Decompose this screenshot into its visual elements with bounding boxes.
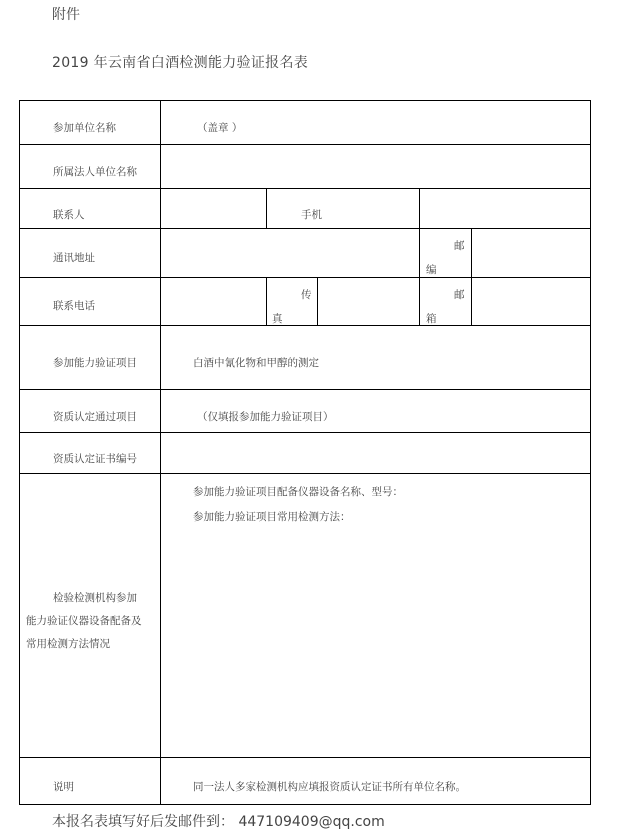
contact-label: 联系人 (53, 209, 85, 221)
column-divider (471, 277, 472, 325)
note-label: 说明 (53, 781, 74, 793)
address-label: 通讯地址 (53, 252, 95, 264)
email-label-bottom: 箱 (426, 313, 437, 325)
equipment-label-line-2: 能力验证仪器设备配备及 (26, 615, 142, 627)
column-divider (266, 277, 267, 325)
form-title: 2019 年云南省白酒检测能力验证报名表 (52, 55, 309, 71)
row-divider (20, 757, 590, 758)
row-divider (20, 473, 590, 474)
equipment-methods-prompt: 参加能力验证项目常用检测方法： (193, 511, 351, 523)
postcode-label-top: 邮 (454, 240, 465, 252)
row-divider (20, 432, 590, 433)
postcode-label-bottom: 编 (426, 264, 437, 276)
equipment-instruments-prompt: 参加能力验证项目配备仪器设备名称、型号： (193, 486, 403, 498)
equipment-label-line-1: 检验检测机构参加 (53, 592, 137, 604)
column-divider (419, 277, 420, 325)
note-value: 同一法人多家检测机构应填报资质认定证书所有单位名称。 (193, 781, 466, 793)
certificate-number-label: 资质认定证书编号 (53, 453, 137, 465)
phone-label: 联系电话 (53, 300, 95, 312)
column-divider (266, 188, 267, 228)
parent-unit-label: 所属法人单位名称 (53, 166, 137, 178)
row-divider (20, 188, 590, 189)
row-divider (20, 277, 590, 278)
equipment-label-line-3: 常用检测方法情况 (26, 638, 110, 650)
fax-label-top: 传 (301, 289, 312, 301)
row-divider (20, 228, 590, 229)
column-divider (419, 228, 420, 277)
row-divider (20, 325, 590, 326)
mobile-label: 手机 (301, 209, 322, 221)
project-value: 白酒中氰化物和甲醇的测定 (193, 357, 319, 369)
qualification-project-label: 资质认定通过项目 (53, 411, 137, 423)
unit-name-label: 参加单位名称 (53, 122, 116, 134)
qualification-project-value: （仅填报参加能力验证项目） (197, 411, 334, 423)
column-divider (471, 228, 472, 277)
submission-instructions: 本报名表填写好后发邮件到： 447109409@qq.com (52, 814, 385, 830)
unit-name-field[interactable]: （盖章 ） (197, 122, 243, 134)
column-divider (317, 277, 318, 325)
row-divider (20, 144, 590, 145)
email-label-top: 邮 (454, 289, 465, 301)
fax-label-bottom: 真 (272, 313, 283, 325)
column-divider (160, 101, 161, 804)
project-label: 参加能力验证项目 (53, 357, 137, 369)
column-divider (419, 188, 420, 228)
registration-form-table (19, 100, 591, 805)
row-divider (20, 389, 590, 390)
attachment-label: 附件 (52, 7, 80, 23)
